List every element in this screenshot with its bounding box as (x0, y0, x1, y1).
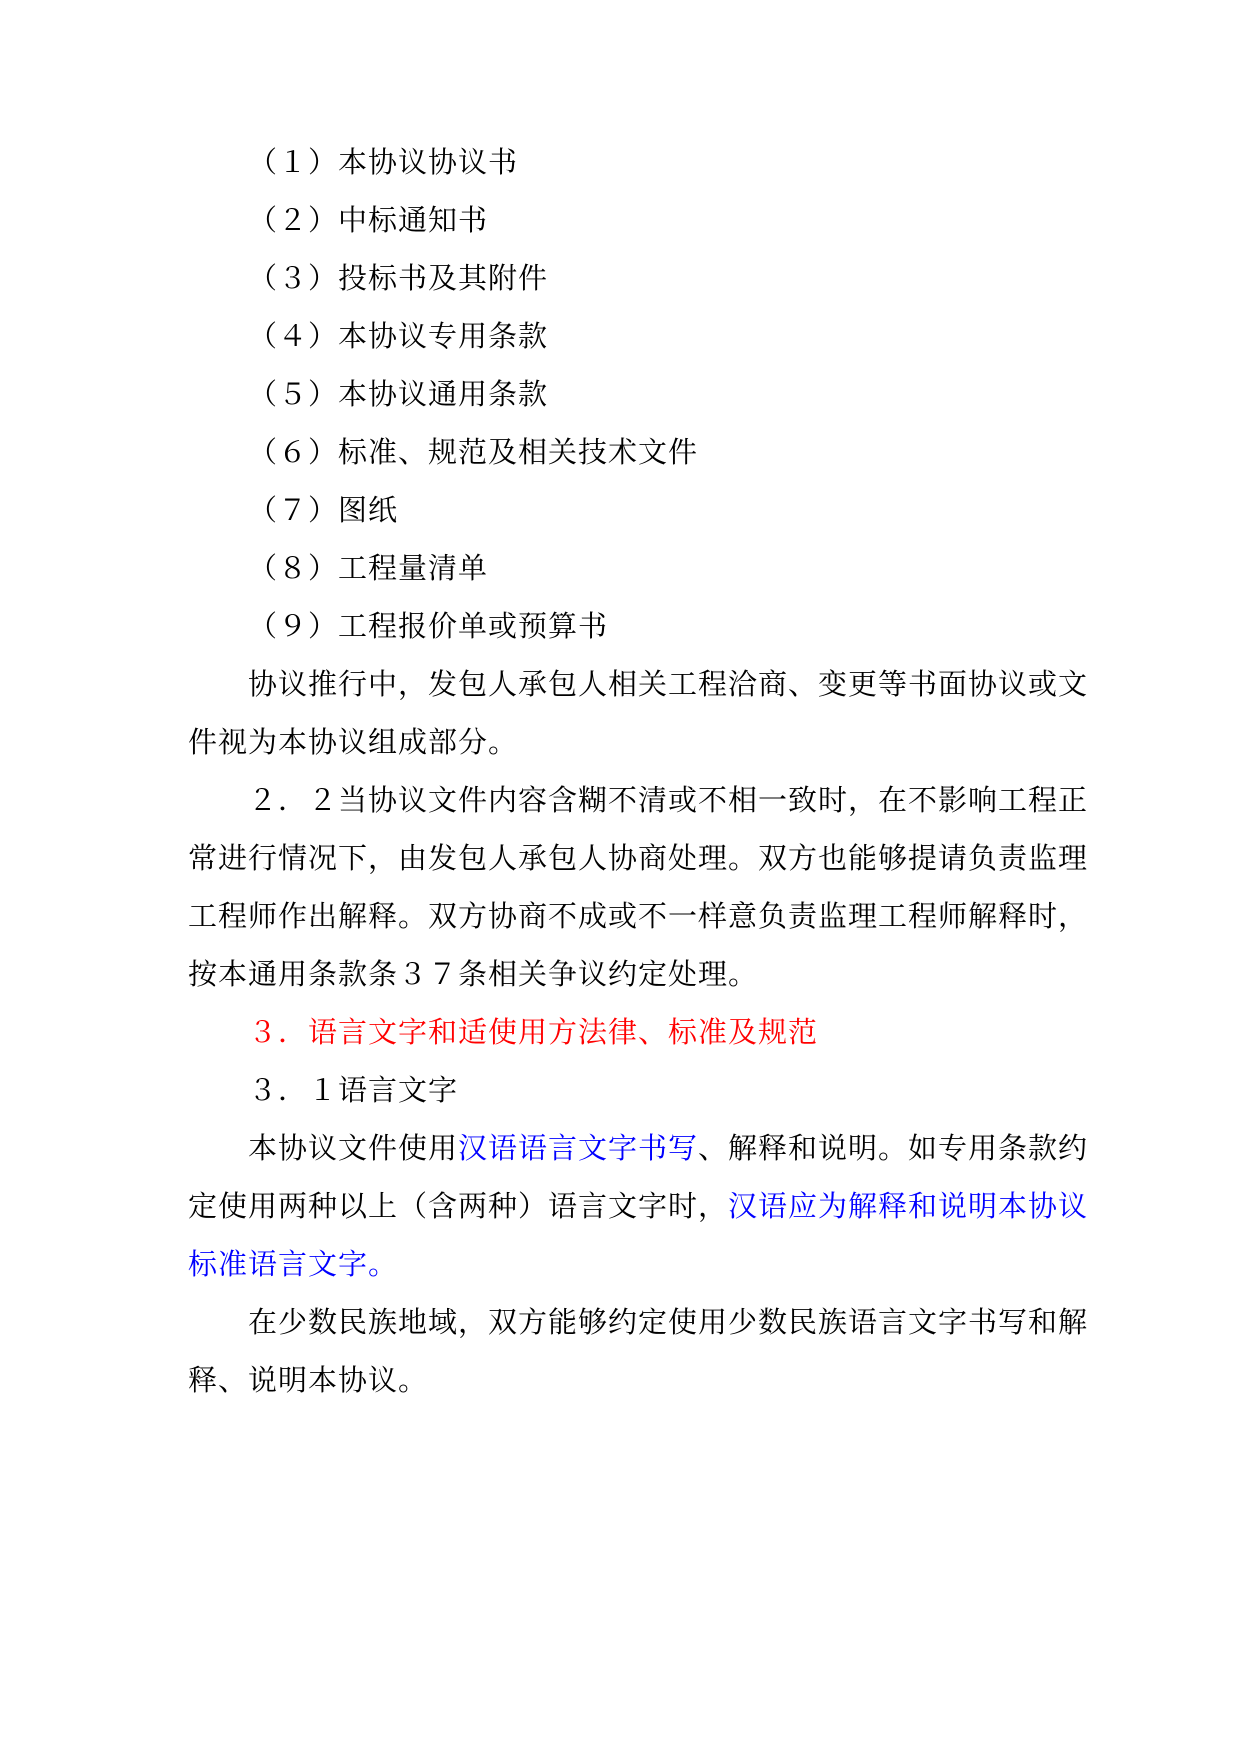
para4-line2: 释、说明本协议。 (188, 1363, 429, 1397)
para2-line2: 常进行情况下，由发包人承包人协商处理。双方也能够提请负责监理 (188, 841, 1089, 875)
list-item-6: （６）标准、规范及相关技术文件 (248, 435, 699, 469)
para1-line1: 协议推行中，发包人承包人相关工程洽商、变更等书面协议或文 (248, 667, 1089, 701)
section3-subheading: ３．１语言文字 (248, 1073, 459, 1107)
para3-l2-pre: 定使用两种以上（含两种）语言文字时， (188, 1189, 729, 1223)
para3-line3: 标准语言文字。 (188, 1247, 399, 1281)
list-item-1: （１）本协议协议书 (248, 145, 519, 179)
list-item-4: （４）本协议专用条款 (248, 319, 549, 353)
para3-l1-pre: 本协议文件使用 (248, 1131, 459, 1165)
para3-l2-blue: 汉语应为解释和说明本协议 (728, 1189, 1089, 1223)
list-item-9: （９）工程报价单或预算书 (248, 609, 609, 643)
section3-heading: ３．语言文字和适使用方法律、标准及规范 (248, 1015, 819, 1049)
para2-line4: 按本通用条款条３７条相关争议约定处理。 (188, 957, 759, 991)
list-item-7: （７）图纸 (248, 493, 399, 527)
list-item-2: （２）中标通知书 (248, 203, 489, 237)
para3-line2 (188, 1186, 1089, 1226)
para4-line1: 在少数民族地域，双方能够约定使用少数民族语言文字书写和解 (248, 1305, 1089, 1339)
list-item-3: （３）投标书及其附件 (248, 261, 549, 295)
list-item-5: （５）本协议通用条款 (248, 377, 549, 411)
para2-line3: 工程师作出解释。双方协商不成或不一样意负责监理工程师解释时， (188, 899, 1089, 933)
para3-line1 (248, 1128, 1088, 1168)
para3-l1-post: 、解释和说明。如专用条款约 (698, 1131, 1089, 1165)
para3-l1-blue: 汉语语言文字书写 (458, 1131, 699, 1165)
para1-line2: 件视为本协议组成部分。 (188, 725, 519, 759)
para2-line1: ２．２当协议文件内容含糊不清或不相一致时，在不影响工程正 (248, 783, 1089, 817)
list-item-8: （８）工程量清单 (248, 551, 489, 585)
